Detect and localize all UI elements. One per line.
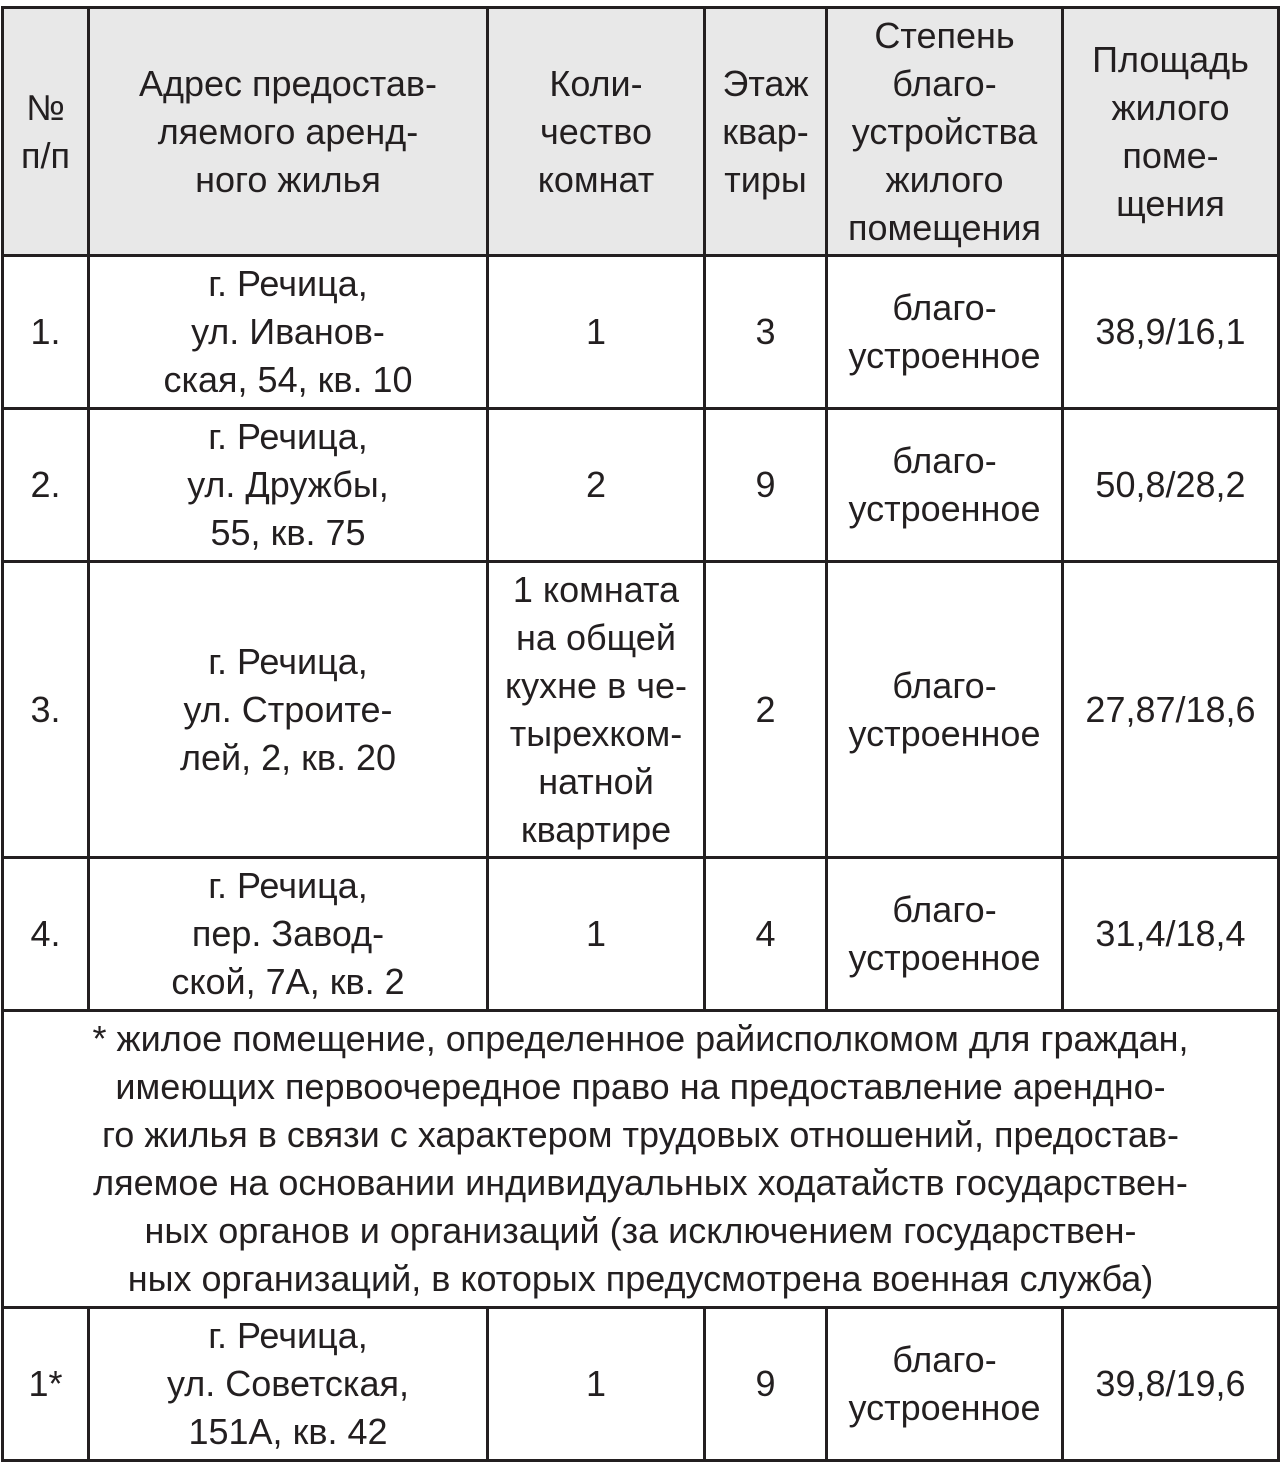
cell-floor: 9 [705,409,827,562]
cell-area: 50,8/28,2 [1063,409,1279,562]
header-area: Площадь жилого поме- щения [1063,8,1279,256]
cell-rooms: 2 [488,409,705,562]
header-row [3,8,1279,256]
footnote-row [3,1011,1279,1308]
cell-floor: 9 [705,1308,827,1461]
cell-floor: 2 [705,562,827,858]
cell-rooms: 1 [488,256,705,409]
cell-area: 31,4/18,4 [1063,858,1279,1011]
table-row [3,409,1279,562]
header-floor: Этаж квар- тиры [705,8,827,256]
cell-rooms: 1 комната на общей кухне в че- тырехком- натной квартире [488,562,705,858]
cell-address: г. Речица, пер. Завод- ской, 7А, кв. 2 [89,858,488,1011]
cell-condition: благо- устроенное [827,409,1063,562]
table-row [3,858,1279,1011]
cell-area: 39,8/19,6 [1063,1308,1279,1461]
header-rooms: Коли- чество комнат [488,8,705,256]
cell-number: 4. [3,858,89,1011]
cell-address: г. Речица, ул. Строите- лей, 2, кв. 20 [89,562,488,858]
table-row [3,562,1279,858]
cell-number: 1* [3,1308,89,1461]
cell-number: 3. [3,562,89,858]
cell-condition: благо- устроенное [827,1308,1063,1461]
cell-area: 38,9/16,1 [1063,256,1279,409]
header-address: Адрес предостав- ляемого аренд- ного жилья [89,8,488,256]
cell-number: 1. [3,256,89,409]
cell-floor: 4 [705,858,827,1011]
cell-rooms: 1 [488,858,705,1011]
cell-condition: благо- устроенное [827,562,1063,858]
cell-address: г. Речица, ул. Советская, 151А, кв. 42 [89,1308,488,1461]
footnote-text: * жилое помещение, определенное райисполкомом для граждан, имеющих первоочередное право на предоставление арендно- го жилья в связи с характером трудовых отношений, предостав- ляемое на основании индивидуальных ходатайств государствен- ных органов и организаций (за исключением государствен- ных организаций, в которых предусмотрена военная служба) [3,1011,1279,1308]
cell-area: 27,87/18,6 [1063,562,1279,858]
cell-number: 2. [3,409,89,562]
cell-rooms: 1 [488,1308,705,1461]
table-row [3,256,1279,409]
cell-address: г. Речица, ул. Иванов- ская, 54, кв. 10 [89,256,488,409]
header-number: № п/п [3,8,89,256]
cell-condition: благо- устроенное [827,858,1063,1011]
header-condition: Степень благо- устройства жилого помещения [827,8,1063,256]
cell-address: г. Речица, ул. Дружбы, 55, кв. 75 [89,409,488,562]
cell-condition: благо- устроенное [827,256,1063,409]
table-row [3,1308,1279,1461]
housing-table [1,6,1280,1462]
cell-floor: 3 [705,256,827,409]
